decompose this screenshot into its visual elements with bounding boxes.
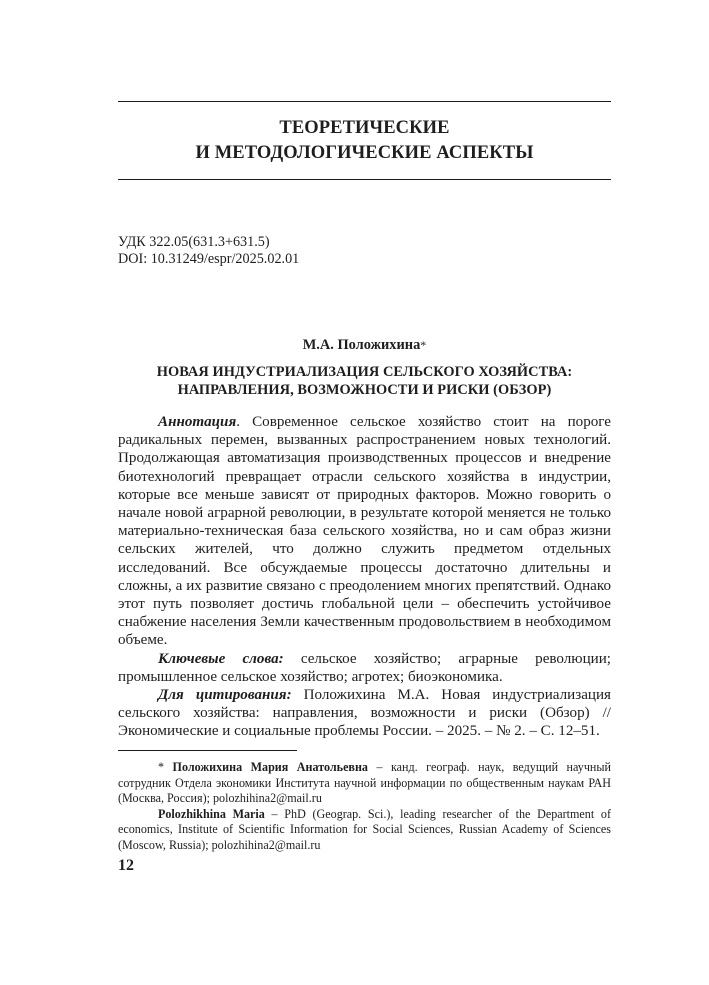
footnote-ru-text: – канд. географ. наук, ведущий научный сотрудник Отдела экономики Института научной информации по общественным наукам РАН (Москва, Россия); polozhihina2@mail.ru: [118, 760, 611, 805]
footnote-english: [118, 807, 611, 854]
abstract-paragraph: [118, 413, 611, 650]
abstract-text: . Современное сельское хозяйство стоит на пороге радикальных перемен, вызванных распространением новых технологий. Продолжающая автоматизация производственных процессов и внедрение биотехнологий превращает отрасли сельского хозяйства в индустрии, которые все меньше зависят от природных факторов. Можно говорить о начале новой аграрной революции, в результате которой меняется не только материально-техническая база сельского хозяйства, но и сам образ жизни сельских жителей, что должно служить предметом отдельных исследований. Все обсуждаемые процессы достаточно длительны и сложны, а их развитие связано с преодолением многих препятствий. Однако этот путь позволяет достичь глобальной цели – обеспечить устойчивое снабжение населения Земли качественным продовольствием в необходимом объеме.: [118, 414, 611, 649]
footnote-en-text: – PhD (Geograp. Sci.), leading researcher of the Department of economics, Institute of Scientific Information for Social Sciences, Russian Academy of Sciences (Moscow, Russia); polozhihina2@mail.ru: [118, 806, 611, 852]
page-number: 12: [118, 857, 134, 874]
citation-text: Положихина М.А. Новая индустриализация сельского хозяйства: направления, возможности и риски (Обзор) // Экономические и социальные проблемы России. – 2025. – № 2. – С. 12–51.: [118, 687, 611, 740]
footnote-ru-mark: *: [158, 760, 173, 774]
doi-code[interactable]: DOI: 10.31249/espr/2025.02.01: [118, 251, 300, 267]
footnote-en-name: Polozhikhina Maria: [158, 806, 265, 821]
article-title: [118, 363, 611, 399]
footnotes: [118, 760, 611, 853]
article-author: [118, 336, 611, 354]
header-top-rule: [118, 101, 611, 102]
article-identifiers: [118, 234, 299, 268]
udk-code: УДК 322.05(631.3+631.5): [118, 234, 270, 250]
footnote-separator: [118, 750, 297, 751]
citation-paragraph: [118, 686, 611, 741]
article-title-line-1: НОВАЯ ИНДУСТРИАЛИЗАЦИЯ СЕЛЬСКОГО ХОЗЯЙСТВА:: [156, 364, 573, 380]
section-title: [118, 116, 611, 166]
keywords-label: Ключевые слова:: [158, 650, 284, 667]
keywords-text: сельское хозяйство; аграрные революции; промышленное сельское хозяйство; агротех; биоэкономика.: [118, 650, 611, 685]
article-body: [118, 413, 611, 741]
footnote-ru-name: Положихина Мария Анатольевна: [172, 760, 368, 774]
abstract-label: Аннотация: [158, 414, 237, 430]
footnote-marker[interactable]: *: [420, 338, 427, 352]
citation-label: Для цитирования:: [158, 687, 292, 704]
keywords-paragraph: [118, 650, 611, 686]
header-bottom-rule: [118, 179, 611, 180]
section-title-line-2: И МЕТОДОЛОГИЧЕСКИЕ АСПЕКТЫ: [195, 143, 534, 163]
footnote-russian: [118, 760, 611, 807]
article-title-line-2: НАПРАВЛЕНИЯ, ВОЗМОЖНОСТИ И РИСКИ (ОБЗОР): [177, 382, 552, 398]
author-name: М.А. Положихина: [302, 337, 421, 353]
section-title-line-1: ТЕОРЕТИЧЕСКИЕ: [279, 118, 450, 138]
